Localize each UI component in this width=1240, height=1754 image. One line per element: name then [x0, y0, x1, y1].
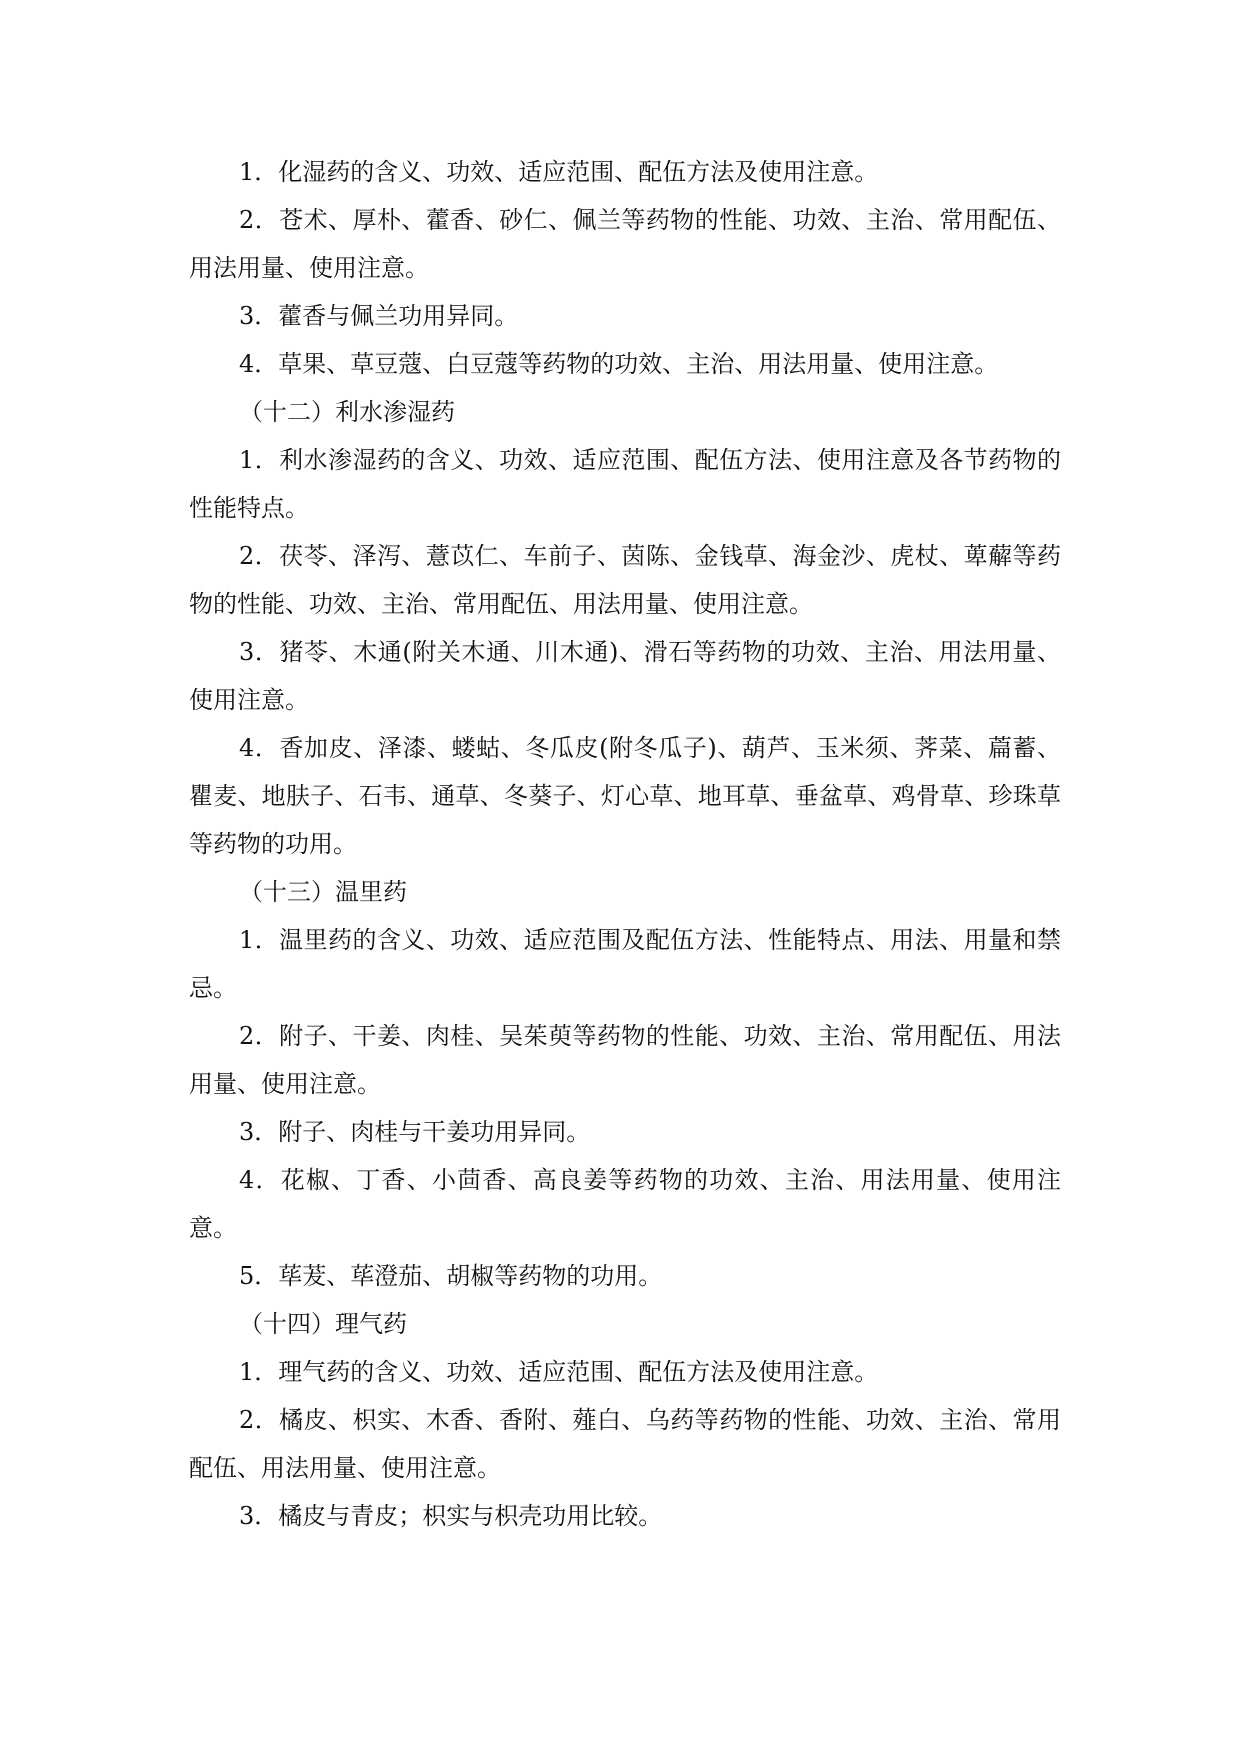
paragraph: 3．藿香与佩兰功用异同。 — [239, 302, 519, 330]
paragraph: 2．附子、干姜、肉桂、吴茱萸等药物的性能、功效、主治、常用配伍、用法用量、使用注意。 — [189, 1022, 1061, 1098]
section-heading: （十四）理气药 — [239, 1310, 407, 1338]
paragraph: 1．理气药的含义、功效、适应范围、配伍方法及使用注意。 — [239, 1358, 879, 1386]
section-heading: （十二）利水渗湿药 — [239, 398, 455, 426]
paragraph: 2．苍术、厚朴、藿香、砂仁、佩兰等药物的性能、功效、主治、常用配伍、用法用量、使用注意。 — [189, 206, 1061, 282]
paragraph: 5．荜茇、荜澄茄、胡椒等药物的功用。 — [239, 1262, 663, 1290]
paragraph: 4．香加皮、泽漆、蝼蛄、冬瓜皮(附冬瓜子)、葫芦、玉米须、荠菜、萹蓄、瞿麦、地肤子、石韦、通草、冬葵子、灯心草、地耳草、垂盆草、鸡骨草、珍珠草等药物的功用。 — [189, 734, 1061, 858]
paragraph: 3．猪苓、木通(附关木通、川木通)、滑石等药物的功效、主治、用法用量、使用注意。 — [189, 638, 1061, 714]
paragraph: 3．附子、肉桂与干姜功用异同。 — [239, 1118, 591, 1146]
paragraph: 1．温里药的含义、功效、适应范围及配伍方法、性能特点、用法、用量和禁忌。 — [189, 926, 1061, 1002]
paragraph: 4．草果、草豆蔻、白豆蔻等药物的功效、主治、用法用量、使用注意。 — [239, 350, 999, 378]
paragraph: 4．花椒、丁香、小茴香、高良姜等药物的功效、主治、用法用量、使用注意。 — [189, 1166, 1061, 1242]
paragraph: 2．茯苓、泽泻、薏苡仁、车前子、茵陈、金钱草、海金沙、虎杖、萆薢等药物的性能、功效、主治、常用配伍、用法用量、使用注意。 — [189, 542, 1061, 618]
paragraph: 1．利水渗湿药的含义、功效、适应范围、配伍方法、使用注意及各节药物的性能特点。 — [189, 446, 1061, 522]
paragraph: 2．橘皮、枳实、木香、香附、薤白、乌药等药物的性能、功效、主治、常用配伍、用法用量、使用注意。 — [189, 1406, 1061, 1482]
section-heading: （十三）温里药 — [239, 878, 407, 906]
document-page — [189, 148, 1061, 1540]
paragraph: 1．化湿药的含义、功效、适应范围、配伍方法及使用注意。 — [239, 158, 879, 186]
paragraph: 3．橘皮与青皮；枳实与枳壳功用比较。 — [239, 1502, 663, 1530]
